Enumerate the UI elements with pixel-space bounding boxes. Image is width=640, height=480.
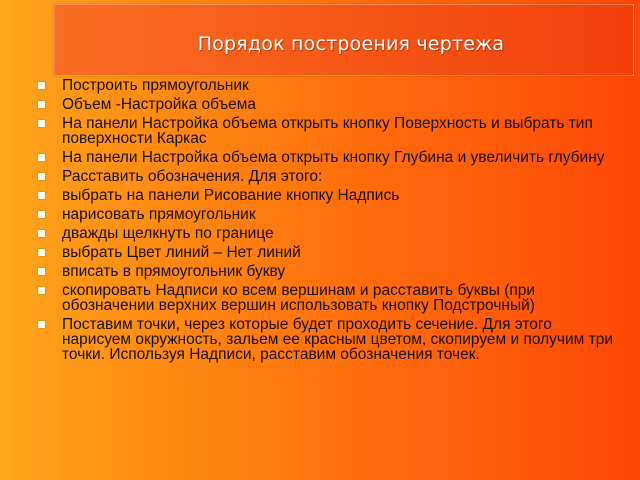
bullet-square-icon	[38, 249, 45, 256]
bullet-square-icon	[38, 211, 45, 218]
bullet-square-icon	[38, 154, 45, 161]
bullet-item	[0, 188, 640, 203]
bullet-square-icon	[38, 120, 45, 127]
slide-content	[0, 78, 640, 366]
bullet-text: Построить прямоугольник	[62, 77, 249, 94]
bullet-text: На панели Настройка объема открыть кнопку Поверхность и выбрать тип поверхности Каркас	[62, 115, 593, 147]
bullet-text: дважды щелкнуть по границе	[62, 225, 274, 242]
bullet-item	[0, 317, 640, 362]
bullet-text: скопировать Надписи ко всем вершинам и расставить буквы (при обозначении верхних вершин использовать кнопку Подстрочный)	[62, 282, 536, 314]
title-box	[54, 4, 634, 76]
bullet-item	[0, 264, 640, 279]
bullet-item	[0, 245, 640, 260]
bullet-item	[0, 226, 640, 241]
bullet-square-icon	[38, 173, 45, 180]
bullet-item	[0, 207, 640, 222]
bullet-text: Расставить обозначения. Для этого:	[62, 168, 323, 185]
bullet-square-icon	[38, 101, 45, 108]
bullet-text: нарисовать прямоугольник	[62, 206, 256, 223]
bullet-square-icon	[38, 287, 45, 294]
bullet-square-icon	[38, 321, 45, 328]
slide-title: Порядок построения чертежа	[197, 33, 505, 55]
bullet-item	[0, 283, 640, 313]
bullet-text: На панели Настройка объема открыть кнопку Глубина и увеличить глубину	[62, 149, 605, 166]
bullet-text: выбрать на панели Рисование кнопку Надпись	[62, 187, 400, 204]
bullet-square-icon	[38, 82, 45, 89]
bullet-text: Объем -Настройка объема	[62, 96, 257, 113]
bullet-item	[0, 97, 640, 112]
bullet-item	[0, 150, 640, 165]
bullet-item	[0, 116, 640, 146]
bullet-text: выбрать Цвет линий – Нет линий	[62, 244, 301, 261]
bullet-item	[0, 78, 640, 93]
bullet-text: вписать в прямоугольник букву	[62, 263, 286, 280]
bullet-square-icon	[38, 192, 45, 199]
bullet-text: Поставим точки, через которые будет проходить сечение. Для этого нарисуем окружность, зальем ее красным цветом, скопируем и получим три точки. Используя Надписи, расставим обозначения точек.	[62, 316, 613, 363]
bullet-square-icon	[38, 268, 45, 275]
bullet-list	[0, 78, 640, 362]
bullet-item	[0, 169, 640, 184]
bullet-square-icon	[38, 230, 45, 237]
